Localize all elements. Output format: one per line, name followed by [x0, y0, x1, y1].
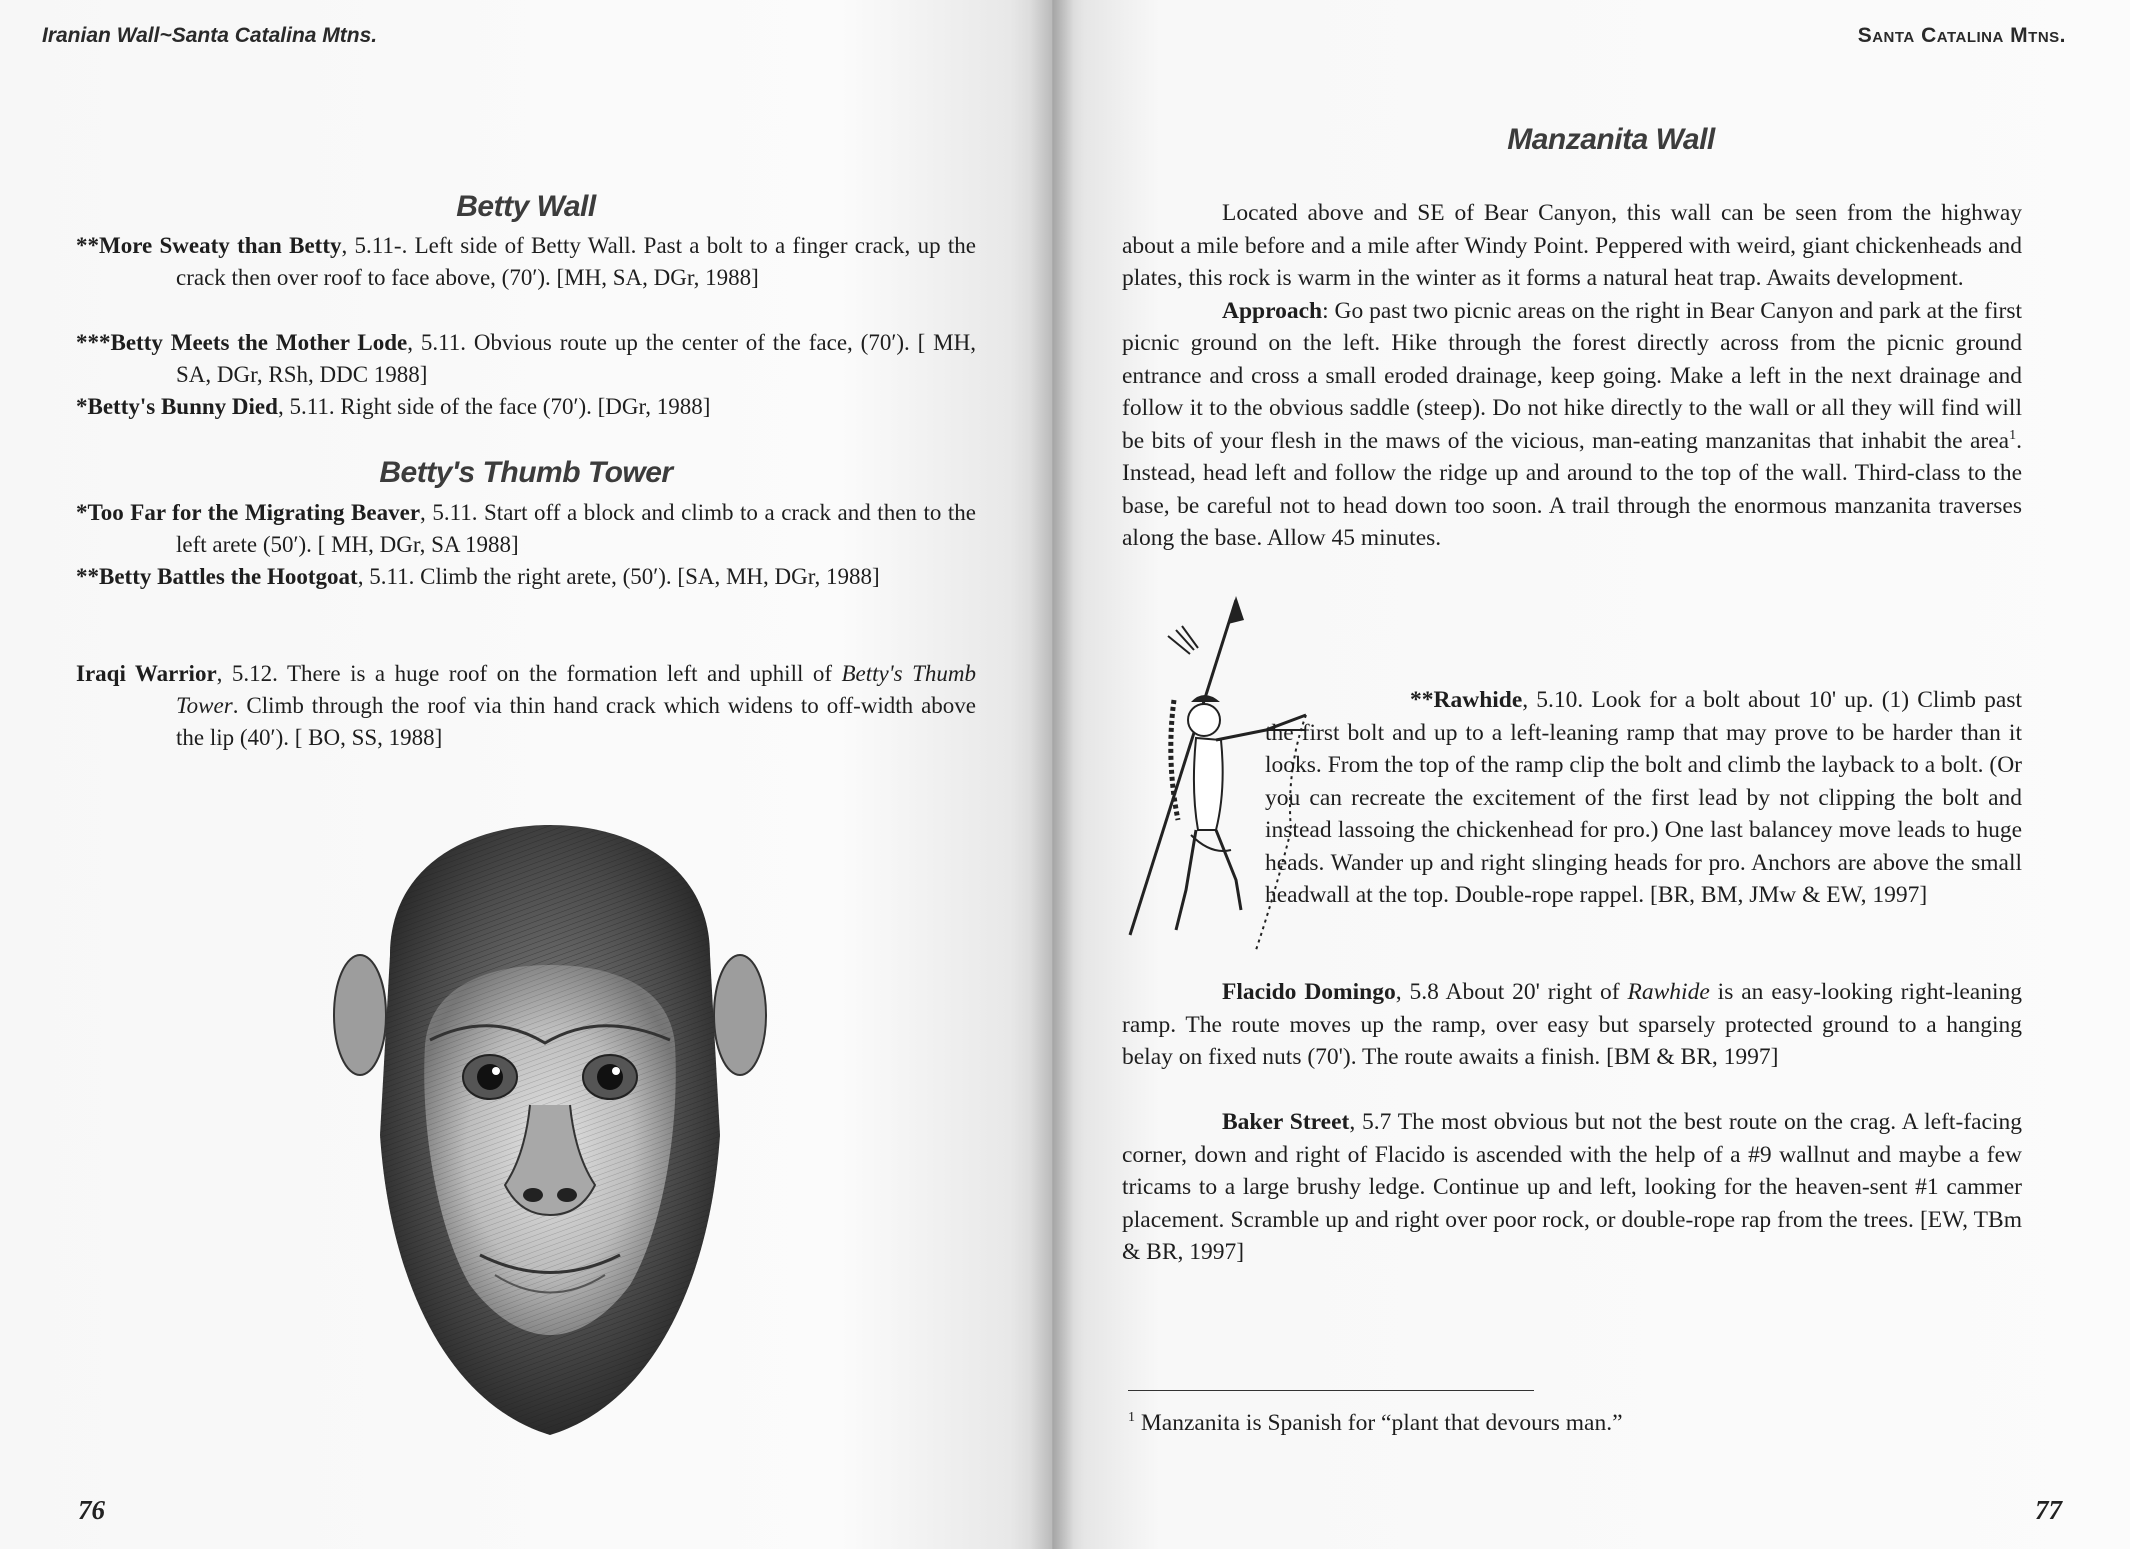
section-title-betty-wall: Betty Wall [456, 190, 596, 223]
route-description: , 5.8 About 20' right of [1395, 979, 1628, 1005]
route-name: *Too Far for the Migrating Beaver [76, 500, 421, 525]
route-name: **Betty Battles the Hootgoat [76, 564, 358, 589]
approach-text: : Go past two picnic areas on the right in Bear Canyon and park at the first picnic ground on the left. Hike through the forest directly across from the picnic ground entrance and cross a small eroded drainage, keep going. Make a left in the next drainage and follow it to the obvious saddle (steep). Do not hike directly to the wall or all they will find will be bits of your flesh in the maws of the vicious, man-eating manzanitas that inhabit the area [1122, 297, 2022, 454]
route-name: **Rawhide [1410, 687, 1523, 713]
baker-street-paragraph [1122, 1106, 2022, 1269]
left-page-number: 76 [78, 1495, 105, 1525]
route-bettys-bunny-died [76, 391, 976, 423]
flacido-paragraph [1122, 976, 2022, 1074]
book-spine-shadow [1030, 0, 1074, 1549]
route-name: *Betty's Bunny Died [76, 394, 278, 419]
section-title-bettys-thumb-tower: Betty's Thumb Tower [379, 456, 673, 489]
monkey-face-drawing [330, 815, 770, 1445]
approach-label: Approach [1222, 297, 1323, 324]
route-name: Iraqi Warrior [76, 661, 217, 686]
route-betty-meets-the-mother-lode [76, 327, 976, 391]
section-title-manzanita-wall: Manzanita Wall [1507, 123, 1715, 156]
footnote-reference: 1 [2009, 427, 2017, 443]
route-more-sweaty-than-betty [76, 230, 976, 294]
route-name: Baker Street [1222, 1109, 1350, 1135]
route-name: ***Betty Meets the Mother Lode [76, 330, 408, 355]
route-description: , 5.11. Start off a block and climb to a crack and then to the left arete (50′). [ MH, DGr, SA 1988] [176, 500, 976, 557]
right-running-head: Santa Catalina Mtns. [1857, 24, 2066, 47]
route-description: , 5.12. There is a huge roof on the formation left and uphill of [216, 661, 842, 686]
route-description-end: is an easy-looking right-leaning ramp. The route moves up the ramp, over easy but sparsely protected ground to a hanging belay on fixed nuts (70'). The route awaits a finish. [BM & BR, 1997] [1122, 979, 2023, 1070]
right-page-number: 77 [2035, 1495, 2062, 1525]
approach-text-end: . Instead, head left and follow the ridge up and around to the top of the wall. Third-class to the base, be careful not to head down too soon. A trail through the enormous manzanita traverses along the base. Allow 45 minutes. [1122, 427, 2022, 551]
route-name: Flacido Domingo [1222, 979, 1396, 1005]
route-name: **More Sweaty than Betty [76, 233, 342, 258]
rawhide-paragraph [1265, 684, 2022, 912]
route-too-far-for-the-migrating-beaver [76, 497, 976, 561]
route-description: , 5.11. Obvious route up the center of the face, (70′). [ MH, SA, DGr, RSh, DDC 1988] [176, 330, 976, 387]
route-description: , 5.11-. Left side of Betty Wall. Past a bolt to a finger crack, up the crack then over roof to face above, (70′). [MH, SA, DGr, 1988] [176, 233, 976, 290]
footnote-mark: 1 [1128, 1410, 1135, 1426]
route-reference: Betty's Thumb Tower [176, 661, 977, 718]
route-description: , 5.11. Climb the right arete, (50′). [SA, MH, DGr, 1988] [357, 564, 880, 589]
left-running-head: Iranian Wall~Santa Catalina Mtns. [42, 24, 378, 47]
footnote-divider [1128, 1390, 1534, 1391]
intro-paragraph: Located above and SE of Bear Canyon, this wall can be seen from the highway about a mile before and a mile after Windy Point. Peppered with weird, giant chickenheads and plates, this rock is warm in the winter as it forms a natural heat trap. Awaits development. [1122, 200, 2022, 291]
approach-paragraph [1122, 295, 2022, 555]
manzanita-body [1122, 197, 2022, 555]
route-reference: Rawhide [1627, 979, 1710, 1005]
route-betty-battles-the-hootgoat [76, 561, 976, 593]
route-description-end: . Climb through the roof via thin hand crack which widens to off-width above the lip (40′). [ BO, SS, 1988] [176, 693, 976, 750]
route-description: , 5.11. Right side of the face (70′). [DGr, 1988] [277, 394, 711, 419]
route-description: , 5.10. Look for a bolt about 10' up. (1) Climb past the first bolt and up to a left-leaning ramp that may prove to be harder than it looks. From the top of the ramp clip the bolt and climb the layback to a bolt. (Or you can recreate the excitement of the first lead by not clipping the bolt and instead lassoing the chickenhead for pro.) One last balancey move leads to huge heads. Wander up and right slinging heads for pro. Anchors are above the small headwall at the top. Double-rope rappel. [BR, BM, JMw & EW, 1997] [1265, 687, 2022, 908]
footnote-text: Manzanita is Spanish for “plant that devours man.” [1135, 1410, 1623, 1436]
route-description: , 5.7 The most obvious but not the best route on the crag. A left-facing corner, down and right of Flacido is ascended with the help of a #9 wallnut and maybe a few tricams to a large brushy ledge. Continue up and left, looking for the heaven-sent #1 cammer placement. Scramble up and right over poor rock, or double-rope rap from the trees. [EW, TBm & BR, 1997] [1122, 1109, 2022, 1265]
footnote [1128, 1408, 1623, 1438]
route-iraqi-warrior [76, 658, 976, 754]
left-page [0, 0, 1052, 1549]
